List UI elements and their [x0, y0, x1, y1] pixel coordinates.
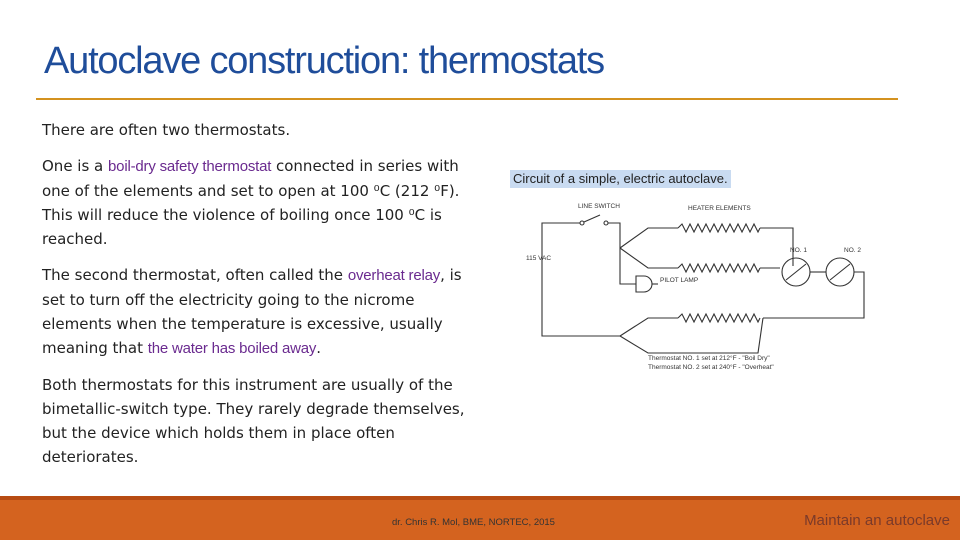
wire-switch-out [608, 223, 620, 248]
paragraph-boil-dry [42, 154, 487, 251]
highlight-boil-dry: boil-dry safety thermostat [108, 158, 272, 175]
figure-caption: Circuit of a simple, electric autoclave. [510, 170, 731, 188]
wire-no2-return [763, 272, 864, 318]
wire-top-branch [620, 228, 678, 248]
label-heater-elements: HEATER ELEMENTS [688, 205, 751, 212]
wire-bottom-branch [620, 318, 678, 336]
title-underline [36, 98, 898, 100]
footer-credit: dr. Chris R. Mol, BME, NORTEC, 2015 [392, 517, 555, 528]
text: , is set to turn off the electricity going to the nicrome elements when the temperature is excessive, usually meaning that [42, 266, 462, 357]
switch-blade [584, 215, 600, 222]
wire-left-bus [542, 234, 620, 336]
paragraph-overheat [42, 263, 487, 361]
switch-contact-b [604, 221, 608, 225]
label-no-2: NO. 2 [844, 247, 861, 254]
wire-left-top [542, 223, 580, 234]
slide-body [42, 118, 487, 481]
switch-contact-a [580, 221, 584, 225]
label-no-1: NO. 1 [790, 247, 807, 254]
slide-title: Autoclave construction: thermostats [44, 40, 604, 82]
paragraph-bimetallic: Both thermostats for this instrument are usually of the bimetallic-switch type. They rarely degrade themselves, but the device which holds them in place often deteriorates. [42, 376, 465, 466]
paragraph-intro: There are often two thermostats. [42, 121, 291, 139]
pilot-lamp [636, 276, 652, 292]
highlight-boiled-away: the water has boiled away [147, 340, 317, 357]
heater-element-top [678, 224, 760, 232]
note-thermostat-1: Thermostat NO. 1 set at 212°F - "Boil Dry" [648, 355, 770, 362]
label-115-vac: 115 VAC [526, 255, 552, 262]
circuit-figure [508, 168, 878, 380]
circuit-diagram [508, 168, 878, 380]
heater-element-lower [678, 264, 760, 272]
heater-element-bottom [678, 314, 760, 322]
text: The second thermostat, often called the [42, 266, 348, 284]
footer-course-title: Maintain an autoclave [804, 512, 950, 529]
highlight-overheat-relay: overheat relay [347, 267, 441, 284]
text: One is a [42, 157, 109, 175]
label-line-switch: LINE SWITCH [578, 203, 620, 210]
text: connected in series with one of the elements and set to open at 100 ⁰C (212 ⁰F). This will reduce the violence of boiling once 100 ⁰C is reached. [42, 157, 460, 248]
text: . [316, 339, 321, 357]
wire-lower-branch [620, 248, 678, 268]
wire-bottom-lower [620, 318, 763, 353]
note-thermostat-2: Thermostat NO. 2 set at 240°F - "Overheat" [648, 364, 774, 371]
label-pilot-lamp: PILOT LAMP [660, 277, 699, 284]
thermostat-2-blade [830, 264, 850, 280]
thermostat-1-blade [786, 264, 806, 280]
